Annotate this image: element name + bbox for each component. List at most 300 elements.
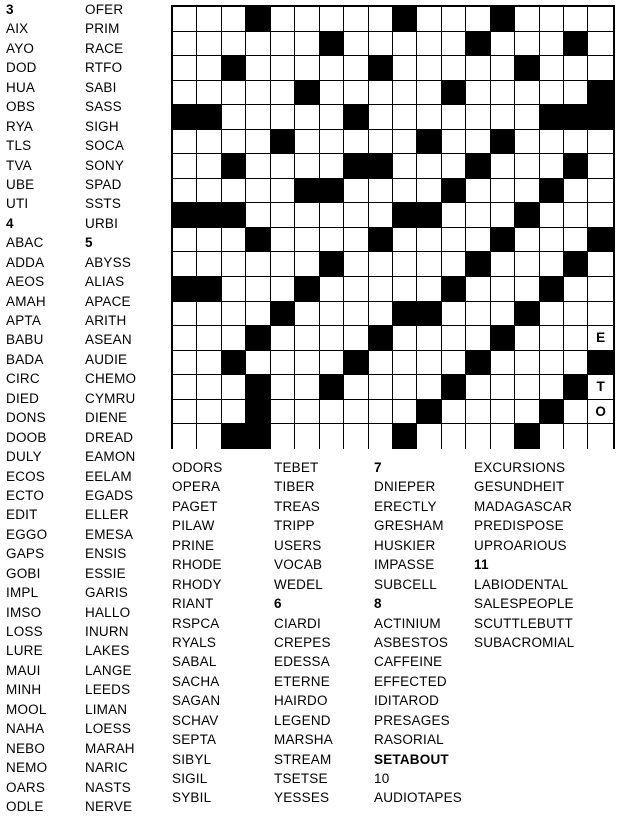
- grid-cell[interactable]: [295, 228, 319, 253]
- grid-cell[interactable]: [271, 105, 295, 130]
- grid-cell[interactable]: [344, 203, 368, 228]
- grid-cell[interactable]: [295, 424, 319, 449]
- grid-cell[interactable]: [320, 277, 344, 302]
- grid-cell[interactable]: [466, 277, 490, 302]
- grid-cell-block: [246, 375, 270, 400]
- word-length-header: 6: [274, 596, 282, 612]
- grid-cell[interactable]: [393, 228, 417, 253]
- grid-cell[interactable]: [417, 277, 441, 302]
- grid-cell[interactable]: [320, 351, 344, 376]
- grid-cell[interactable]: [369, 81, 393, 106]
- word-entry: LEGEND: [274, 712, 331, 728]
- grid-cell[interactable]: [197, 81, 221, 106]
- grid-cell[interactable]: [173, 400, 197, 425]
- grid-cell[interactable]: [271, 277, 295, 302]
- grid-cell[interactable]: [369, 179, 393, 204]
- grid-cell[interactable]: [344, 400, 368, 425]
- grid-cell[interactable]: [197, 7, 221, 32]
- grid-cell-block: [222, 351, 246, 376]
- grid-cell[interactable]: [466, 203, 490, 228]
- word-entry: DREAD: [85, 429, 134, 445]
- grid-cell[interactable]: [515, 400, 539, 425]
- grid-cell[interactable]: [222, 302, 246, 327]
- grid-cell[interactable]: [320, 56, 344, 81]
- grid-cell[interactable]: [369, 252, 393, 277]
- grid-cell[interactable]: [442, 32, 466, 57]
- grid-cell[interactable]: [417, 105, 441, 130]
- grid-cell[interactable]: [442, 424, 466, 449]
- grid-cell[interactable]: [393, 400, 417, 425]
- grid-cell[interactable]: [540, 81, 564, 106]
- grid-cell[interactable]: [417, 326, 441, 351]
- grid-cell[interactable]: [466, 7, 490, 32]
- grid-cell[interactable]: [246, 179, 270, 204]
- grid-cell[interactable]: [344, 277, 368, 302]
- grid-cell[interactable]: [344, 375, 368, 400]
- grid-cell[interactable]: [564, 424, 588, 449]
- grid-cell[interactable]: [197, 326, 221, 351]
- grid-cell[interactable]: [246, 32, 270, 57]
- grid-cell[interactable]: [222, 228, 246, 253]
- grid-cell[interactable]: [344, 130, 368, 155]
- grid-cell[interactable]: [271, 326, 295, 351]
- grid-cell[interactable]: [369, 277, 393, 302]
- grid-cell[interactable]: [393, 351, 417, 376]
- grid-cell[interactable]: [491, 375, 515, 400]
- grid-cell[interactable]: [564, 277, 588, 302]
- grid-cell[interactable]: [417, 351, 441, 376]
- grid-cell[interactable]: [442, 130, 466, 155]
- grid-cell[interactable]: [197, 424, 221, 449]
- word-entry: HUA: [6, 79, 36, 95]
- grid-cell[interactable]: [320, 326, 344, 351]
- grid-cell[interactable]: [417, 56, 441, 81]
- grid-cell[interactable]: [197, 375, 221, 400]
- grid-cell[interactable]: [369, 351, 393, 376]
- word-entry: PRIM: [85, 21, 120, 37]
- grid-cell[interactable]: [369, 302, 393, 327]
- grid-cell[interactable]: [197, 351, 221, 376]
- grid-cell[interactable]: [442, 400, 466, 425]
- grid-cell[interactable]: [491, 351, 515, 376]
- grid-cell[interactable]: [442, 326, 466, 351]
- grid-cell[interactable]: [222, 179, 246, 204]
- grid-cell[interactable]: [393, 105, 417, 130]
- grid-cell[interactable]: [515, 351, 539, 376]
- grid-cell[interactable]: [246, 105, 270, 130]
- grid-cell[interactable]: [515, 375, 539, 400]
- grid-cell[interactable]: [271, 203, 295, 228]
- word-entry: ABYSS: [85, 254, 132, 270]
- word-entry: CYMRU: [85, 390, 136, 406]
- grid-cell[interactable]: [417, 179, 441, 204]
- grid-cell[interactable]: [491, 302, 515, 327]
- grid-cell[interactable]: [515, 81, 539, 106]
- grid-cell[interactable]: [246, 277, 270, 302]
- grid-cell[interactable]: [491, 56, 515, 81]
- grid-cell[interactable]: [344, 81, 368, 106]
- grid-cell[interactable]: [588, 32, 612, 57]
- grid-cell[interactable]: [197, 252, 221, 277]
- grid-cell[interactable]: [222, 105, 246, 130]
- grid-cell[interactable]: [320, 81, 344, 106]
- grid-cell[interactable]: [540, 351, 564, 376]
- word-entry: SONY: [85, 157, 125, 173]
- grid-cell[interactable]: [197, 228, 221, 253]
- grid-cell[interactable]: [320, 228, 344, 253]
- grid-cell[interactable]: [564, 179, 588, 204]
- grid-cell[interactable]: [466, 105, 490, 130]
- grid-cell[interactable]: [246, 203, 270, 228]
- grid-cell[interactable]: [344, 424, 368, 449]
- crossword-grid[interactable]: [171, 5, 615, 449]
- grid-cell[interactable]: [295, 130, 319, 155]
- grid-cell[interactable]: [588, 7, 612, 32]
- grid-cell[interactable]: [271, 32, 295, 57]
- word-entry: NASTS: [85, 779, 132, 795]
- grid-cell[interactable]: [515, 154, 539, 179]
- grid-cell[interactable]: [540, 326, 564, 351]
- grid-cell[interactable]: [466, 130, 490, 155]
- grid-cell[interactable]: [222, 400, 246, 425]
- grid-cell[interactable]: [173, 81, 197, 106]
- grid-cell[interactable]: [540, 56, 564, 81]
- grid-cell[interactable]: [295, 56, 319, 81]
- grid-cell[interactable]: [246, 252, 270, 277]
- word-column-6: [474, 458, 574, 652]
- grid-cell[interactable]: [222, 252, 246, 277]
- grid-cell[interactable]: [295, 351, 319, 376]
- grid-cell[interactable]: [442, 228, 466, 253]
- grid-cell-block: [246, 326, 270, 351]
- grid-cell[interactable]: [417, 252, 441, 277]
- grid-cell[interactable]: [246, 81, 270, 106]
- grid-cell[interactable]: [344, 56, 368, 81]
- grid-cell[interactable]: [369, 400, 393, 425]
- word-entry: YESSES: [274, 790, 330, 806]
- grid-cell[interactable]: [515, 228, 539, 253]
- grid-cell[interactable]: [564, 203, 588, 228]
- grid-cell[interactable]: [197, 400, 221, 425]
- grid-cell[interactable]: [442, 105, 466, 130]
- grid-cell[interactable]: [393, 56, 417, 81]
- grid-cell[interactable]: [222, 326, 246, 351]
- grid-cell[interactable]: [173, 302, 197, 327]
- grid-cell-block: [540, 400, 564, 425]
- grid-cell[interactable]: [417, 424, 441, 449]
- grid-cell[interactable]: [442, 56, 466, 81]
- grid-cell[interactable]: [442, 154, 466, 179]
- grid-cell[interactable]: [491, 81, 515, 106]
- grid-cell-block: [344, 351, 368, 376]
- grid-cell[interactable]: [320, 302, 344, 327]
- grid-cell[interactable]: [515, 7, 539, 32]
- grid-cell[interactable]: [295, 326, 319, 351]
- grid-cell[interactable]: [417, 154, 441, 179]
- grid-cell[interactable]: [491, 179, 515, 204]
- grid-cell[interactable]: [540, 7, 564, 32]
- word-entry: RHODE: [172, 557, 222, 573]
- grid-row: [173, 81, 613, 106]
- grid-cell[interactable]: [540, 154, 564, 179]
- grid-cell-block: [442, 81, 466, 106]
- grid-cell[interactable]: [369, 7, 393, 32]
- grid-cell[interactable]: [320, 130, 344, 155]
- grid-cell[interactable]: [271, 375, 295, 400]
- grid-cell[interactable]: [564, 326, 588, 351]
- grid-cell[interactable]: [295, 203, 319, 228]
- grid-cell[interactable]: [393, 130, 417, 155]
- grid-cell[interactable]: [246, 56, 270, 81]
- grid-cell[interactable]: [515, 105, 539, 130]
- grid-cell[interactable]: [564, 302, 588, 327]
- word-entry: GAPS: [6, 546, 45, 562]
- grid-cell[interactable]: [369, 32, 393, 57]
- grid-cell[interactable]: [588, 277, 612, 302]
- word-entry: PRINE: [172, 537, 215, 553]
- grid-cell-block: [491, 7, 515, 32]
- grid-cell[interactable]: [344, 228, 368, 253]
- grid-cell[interactable]: [197, 56, 221, 81]
- grid-cell[interactable]: [564, 400, 588, 425]
- grid-cell-block: [320, 375, 344, 400]
- grid-cell[interactable]: [173, 252, 197, 277]
- grid-cell-block: [442, 179, 466, 204]
- grid-cell[interactable]: [466, 81, 490, 106]
- grid-cell[interactable]: [197, 130, 221, 155]
- grid-cell[interactable]: [442, 203, 466, 228]
- grid-cell[interactable]: [173, 326, 197, 351]
- grid-cell[interactable]: [491, 277, 515, 302]
- grid-cell[interactable]: [466, 424, 490, 449]
- grid-cell[interactable]: [588, 400, 612, 425]
- grid-cell[interactable]: [246, 302, 270, 327]
- grid-cell[interactable]: [246, 154, 270, 179]
- word-entry: SOCA: [85, 138, 125, 154]
- grid-cell[interactable]: [515, 179, 539, 204]
- grid-cell[interactable]: [197, 302, 221, 327]
- grid-cell[interactable]: [393, 326, 417, 351]
- grid-cell[interactable]: [271, 179, 295, 204]
- grid-cell[interactable]: [295, 252, 319, 277]
- grid-cell[interactable]: [295, 302, 319, 327]
- word-entry: CHEMO: [85, 371, 137, 387]
- grid-cell[interactable]: [588, 154, 612, 179]
- grid-cell[interactable]: [393, 81, 417, 106]
- grid-cell[interactable]: [320, 7, 344, 32]
- grid-cell[interactable]: [173, 154, 197, 179]
- grid-cell[interactable]: [417, 81, 441, 106]
- grid-cell[interactable]: [393, 154, 417, 179]
- grid-cell[interactable]: [491, 32, 515, 57]
- word-entry: PRESAGES: [374, 712, 450, 728]
- grid-cell[interactable]: [320, 400, 344, 425]
- grid-cell[interactable]: [295, 375, 319, 400]
- grid-cell-block: [173, 277, 197, 302]
- grid-cell[interactable]: [271, 56, 295, 81]
- grid-cell[interactable]: [540, 203, 564, 228]
- grid-cell[interactable]: [295, 154, 319, 179]
- grid-cell[interactable]: [417, 375, 441, 400]
- grid-cell[interactable]: [417, 228, 441, 253]
- grid-cell[interactable]: [588, 252, 612, 277]
- word-entry: GESUNDHEIT: [474, 479, 565, 495]
- grid-cell[interactable]: [491, 105, 515, 130]
- grid-cell[interactable]: [588, 130, 612, 155]
- grid-cell[interactable]: [466, 326, 490, 351]
- grid-cell-block: [515, 302, 539, 327]
- word-entry: UPROARIOUS: [474, 537, 567, 553]
- grid-cell[interactable]: [466, 400, 490, 425]
- grid-cell[interactable]: [271, 81, 295, 106]
- grid-cell[interactable]: [515, 277, 539, 302]
- grid-cell[interactable]: [173, 424, 197, 449]
- grid-cell[interactable]: [295, 32, 319, 57]
- grid-cell[interactable]: [564, 81, 588, 106]
- grid-cell[interactable]: [466, 375, 490, 400]
- grid-cell[interactable]: [588, 179, 612, 204]
- grid-cell[interactable]: [271, 228, 295, 253]
- grid-cell-block: [222, 154, 246, 179]
- grid-cell[interactable]: [271, 7, 295, 32]
- grid-cell[interactable]: [466, 302, 490, 327]
- word-entry: MAUI: [6, 662, 41, 678]
- grid-cell[interactable]: [564, 351, 588, 376]
- grid-cell[interactable]: [344, 179, 368, 204]
- grid-cell-block: [540, 179, 564, 204]
- grid-cell[interactable]: [515, 130, 539, 155]
- grid-cell[interactable]: [588, 375, 612, 400]
- grid-cell[interactable]: [173, 130, 197, 155]
- grid-cell[interactable]: [271, 351, 295, 376]
- grid-cell[interactable]: [369, 105, 393, 130]
- grid-cell[interactable]: [564, 130, 588, 155]
- grid-cell[interactable]: [369, 424, 393, 449]
- grid-cell-block: [442, 375, 466, 400]
- grid-cell[interactable]: [466, 56, 490, 81]
- grid-cell[interactable]: [320, 154, 344, 179]
- grid-cell[interactable]: [491, 252, 515, 277]
- grid-cell[interactable]: [540, 252, 564, 277]
- word-entry: SABI: [85, 79, 117, 95]
- grid-cell[interactable]: [442, 302, 466, 327]
- grid-cell[interactable]: [320, 105, 344, 130]
- grid-cell[interactable]: [393, 277, 417, 302]
- grid-cell[interactable]: [271, 154, 295, 179]
- grid-cell[interactable]: [222, 81, 246, 106]
- grid-cell[interactable]: [491, 400, 515, 425]
- grid-cell[interactable]: [393, 32, 417, 57]
- grid-cell[interactable]: [442, 7, 466, 32]
- grid-cell[interactable]: [588, 424, 612, 449]
- grid-cell[interactable]: [442, 351, 466, 376]
- grid-cell[interactable]: [540, 130, 564, 155]
- grid-cell[interactable]: [344, 32, 368, 57]
- grid-cell[interactable]: [320, 203, 344, 228]
- word-entry: ESSIE: [85, 565, 126, 581]
- grid-cell-block: [564, 375, 588, 400]
- grid-cell[interactable]: [442, 252, 466, 277]
- grid-cell[interactable]: [466, 228, 490, 253]
- grid-cell-block: [466, 32, 490, 57]
- grid-cell[interactable]: [271, 400, 295, 425]
- grid-cell-block: [515, 424, 539, 449]
- grid-cell[interactable]: [369, 130, 393, 155]
- grid-cell[interactable]: [295, 105, 319, 130]
- grid-cell[interactable]: [344, 252, 368, 277]
- grid-cell[interactable]: [222, 7, 246, 32]
- grid-cell[interactable]: [588, 326, 612, 351]
- grid-cell[interactable]: [564, 7, 588, 32]
- grid-cell[interactable]: [246, 351, 270, 376]
- grid-cell[interactable]: [588, 56, 612, 81]
- grid-cell[interactable]: [173, 32, 197, 57]
- grid-cell[interactable]: [540, 302, 564, 327]
- grid-cell[interactable]: [491, 154, 515, 179]
- grid-cell[interactable]: [540, 375, 564, 400]
- grid-cell[interactable]: [515, 32, 539, 57]
- grid-row: [173, 32, 613, 57]
- grid-cell[interactable]: [344, 326, 368, 351]
- grid-cell[interactable]: [564, 228, 588, 253]
- grid-cell[interactable]: [271, 424, 295, 449]
- grid-cell[interactable]: [393, 179, 417, 204]
- grid-cell[interactable]: [393, 375, 417, 400]
- grid-cell[interactable]: [222, 130, 246, 155]
- grid-cell[interactable]: [222, 375, 246, 400]
- grid-cell[interactable]: [540, 424, 564, 449]
- grid-cell[interactable]: [344, 302, 368, 327]
- grid-cell[interactable]: [197, 154, 221, 179]
- grid-cell[interactable]: [271, 252, 295, 277]
- grid-cell[interactable]: [369, 203, 393, 228]
- word-entry: APTA: [6, 313, 42, 328]
- grid-cell[interactable]: [173, 375, 197, 400]
- grid-cell[interactable]: [466, 179, 490, 204]
- word-entry: MARAH: [85, 740, 135, 756]
- grid-cell[interactable]: [295, 7, 319, 32]
- grid-cell[interactable]: [197, 32, 221, 57]
- grid-cell[interactable]: [540, 228, 564, 253]
- grid-cell[interactable]: [173, 7, 197, 32]
- grid-cell[interactable]: [222, 32, 246, 57]
- grid-cell[interactable]: [491, 424, 515, 449]
- grid-cell[interactable]: [393, 252, 417, 277]
- grid-cell[interactable]: [295, 400, 319, 425]
- grid-cell[interactable]: [515, 252, 539, 277]
- grid-cell[interactable]: [588, 302, 612, 327]
- grid-cell[interactable]: [173, 56, 197, 81]
- grid-cell[interactable]: [320, 424, 344, 449]
- grid-cell[interactable]: [222, 277, 246, 302]
- grid-cell[interactable]: [173, 228, 197, 253]
- grid-cell[interactable]: [173, 351, 197, 376]
- grid-cell[interactable]: [564, 56, 588, 81]
- grid-cell[interactable]: [588, 203, 612, 228]
- grid-cell[interactable]: [246, 130, 270, 155]
- grid-cell[interactable]: [417, 7, 441, 32]
- grid-cell[interactable]: [173, 179, 197, 204]
- grid-cell[interactable]: [540, 32, 564, 57]
- grid-cell[interactable]: [417, 32, 441, 57]
- grid-cell[interactable]: [491, 203, 515, 228]
- word-entry: SABAL: [172, 654, 217, 670]
- grid-cell[interactable]: [369, 375, 393, 400]
- grid-cell[interactable]: [515, 326, 539, 351]
- grid-cell-block: [417, 302, 441, 327]
- grid-cell[interactable]: [344, 7, 368, 32]
- grid-cell[interactable]: [197, 179, 221, 204]
